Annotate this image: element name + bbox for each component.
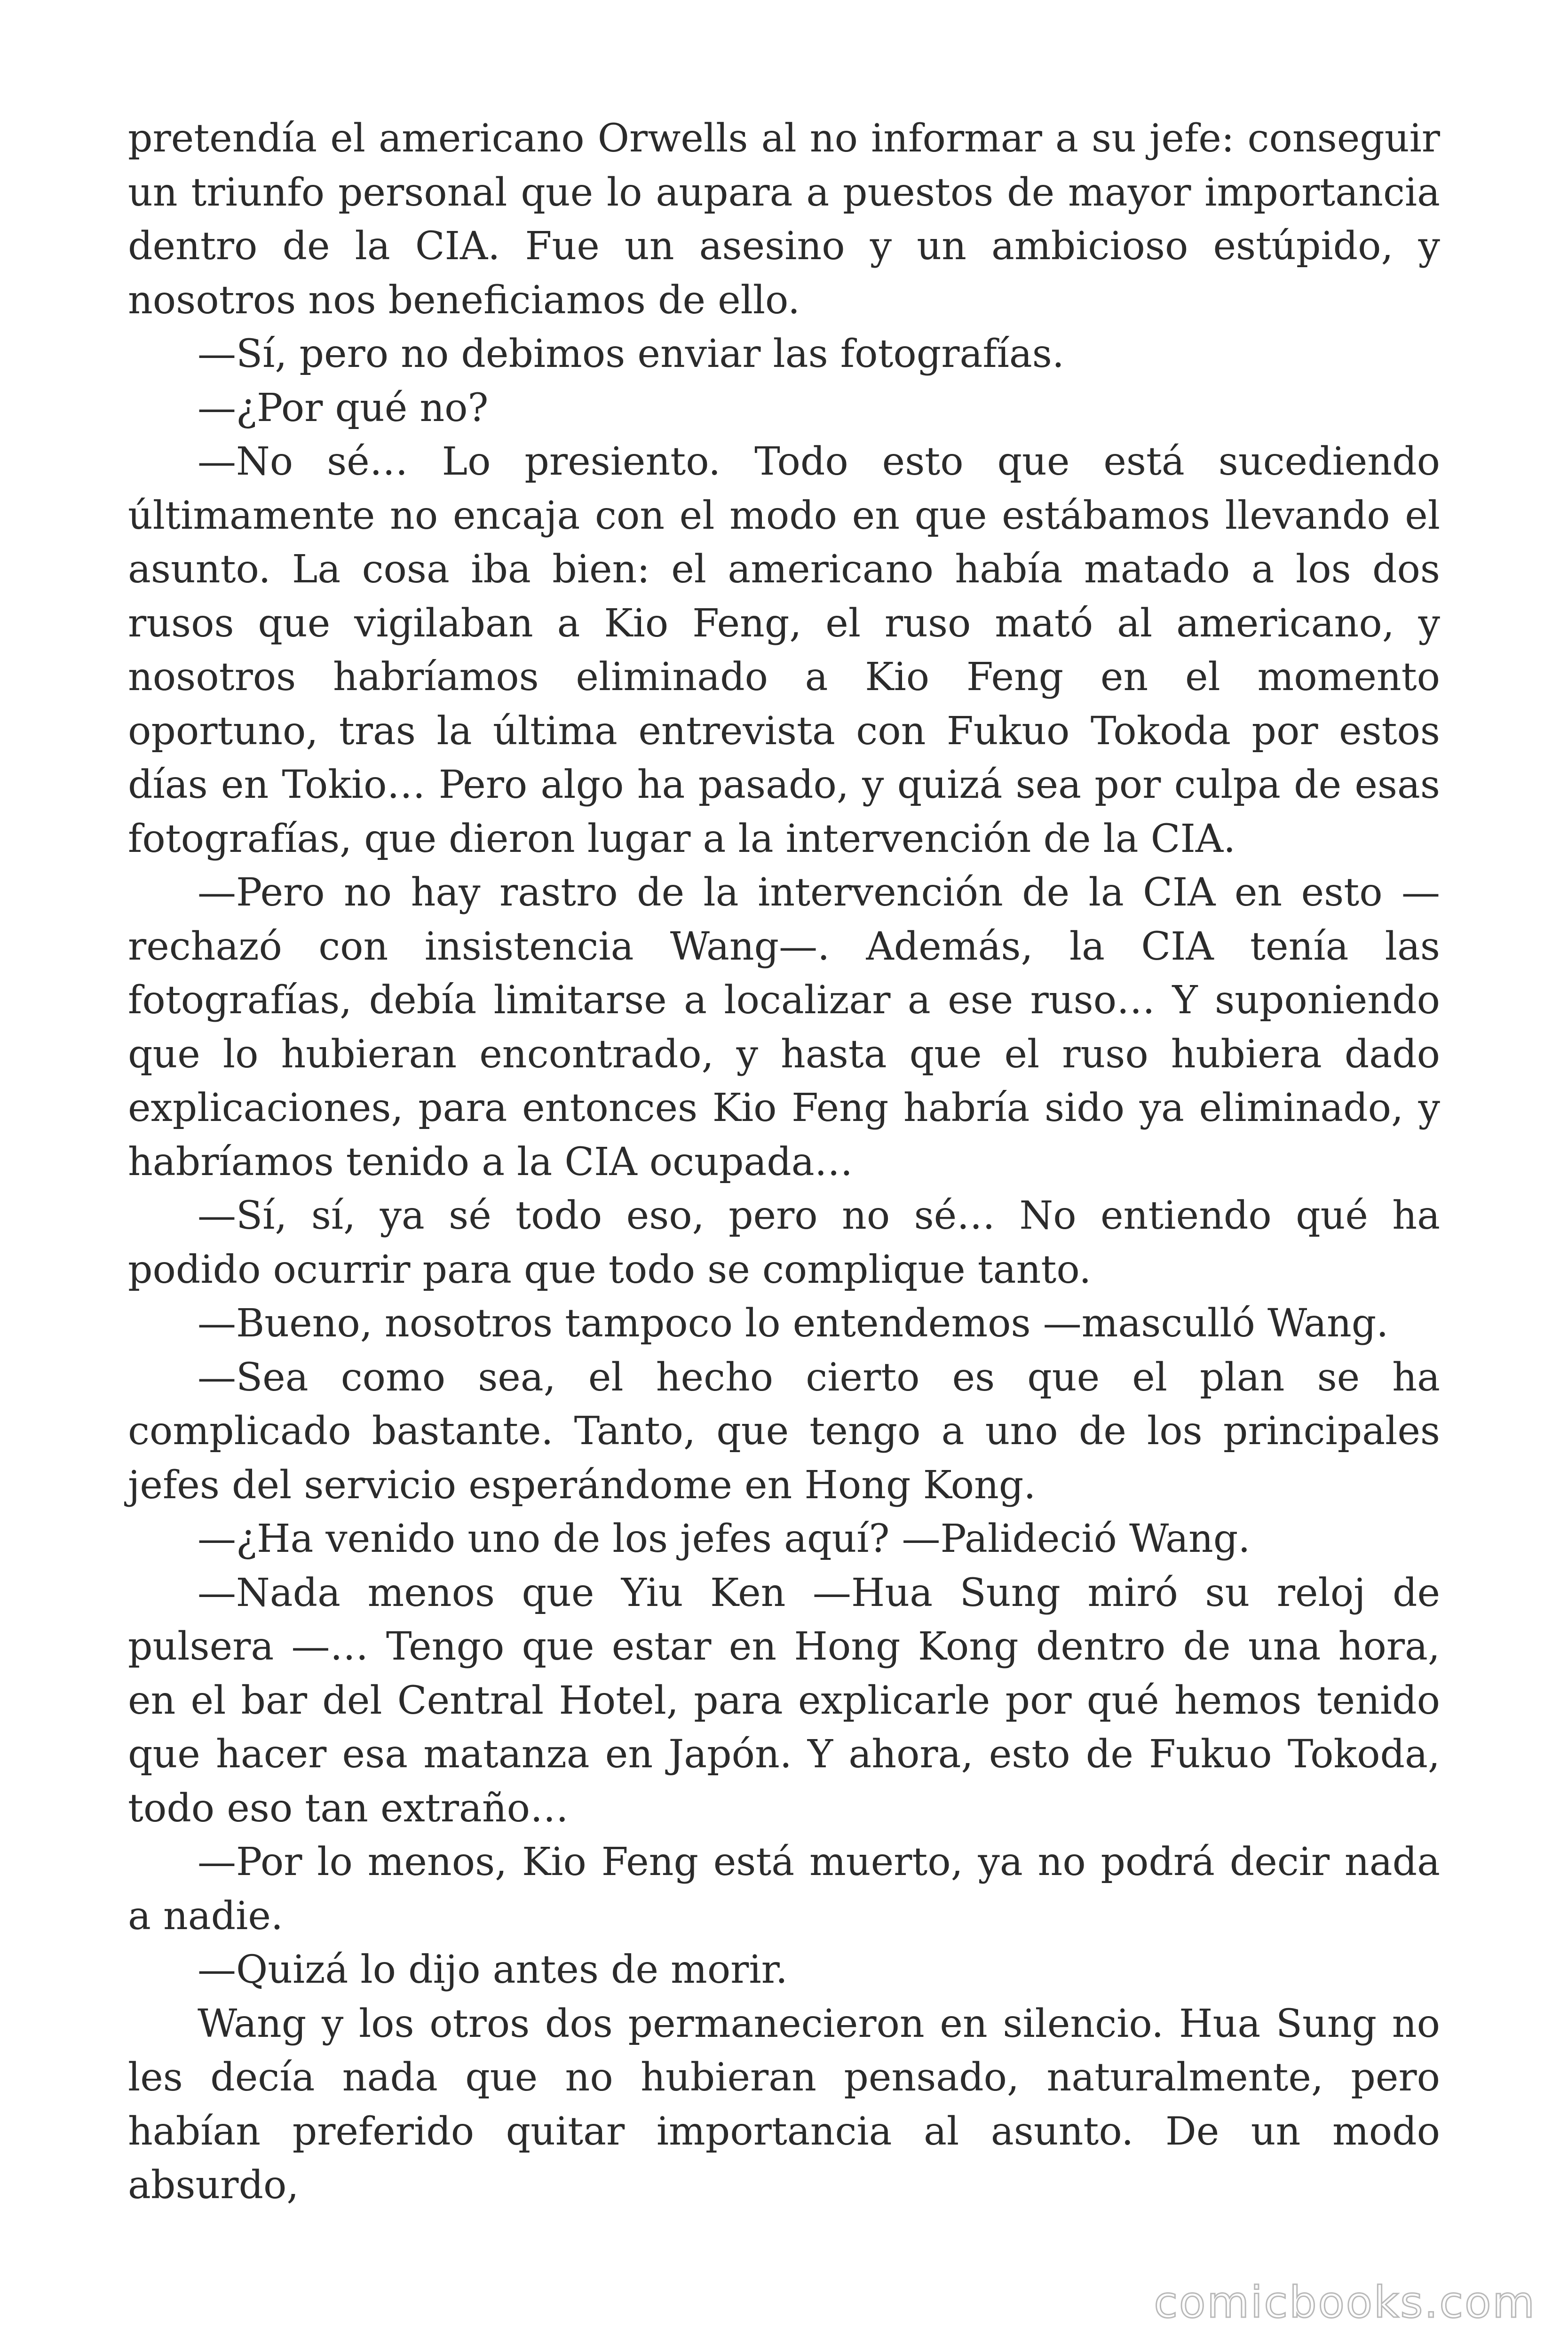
paragraph: —No sé… Lo presiento. Todo esto que está sucediendo últimamente no encaja con el modo en que estábamos llevando el asunto. La cosa iba bien: el americano había matado a los dos rusos que vigilaban a Kio Feng, el ruso mató al americano, y nosotros habríamos eliminado a Kio Feng en el momento oportuno, tras la última entrevista con Fukuo Tokoda por estos días en Tokio… Pero algo ha pasado, y quizá sea por culpa de esas fotografías, que dieron lugar a la intervención de la CIA. [128,439,1440,861]
paragraph: —Pero no hay rastro de la intervención de la CIA en esto —rechazó con insistencia Wang—. Además, la CIA tenía las fotografías, debía limitarse a localizar a ese ruso… Y suponiendo que lo hubieran encontrado, y hasta que el ruso hubiera dado explicaciones, para entonces Kio Feng habría sido ya eliminado, y habríamos tenido a la CIA ocupada… [128,870,1440,1184]
paragraph: —Sea como sea, el hecho cierto es que el plan se ha complicado bastante. Tanto, que tengo a uno de los principales jefes del servicio esperándome en Hong Kong. [128,1355,1440,1508]
body-text [128,112,1440,2213]
paragraph: —Sí, pero no debimos enviar las fotografías. [198,332,1064,376]
paragraph: —Nada menos que Yiu Ken —Hua Sung miró su reloj de pulsera —… Tengo que estar en Hong Kong dentro de una hora, en el bar del Central Hotel, para explicarle por qué hemos tenido que hacer esa matanza en Japón. Y ahora, esto de Fukuo Tokoda, todo eso tan extraño… [128,1570,1440,1831]
paragraph: —¿Ha venido uno de los jefes aquí? —Palideció Wang. [198,1517,1251,1561]
paragraph: —Quizá lo dijo antes de morir. [198,1947,788,1992]
paragraph: —Por lo menos, Kio Feng está muerto, ya no podrá decir nada a nadie. [128,1840,1440,1939]
paragraph: —Sí, sí, ya sé todo eso, pero no sé… No entiendo qué ha podido ocurrir para que todo se complique tanto. [128,1193,1440,1292]
paragraph: —Bueno, nosotros tampoco lo entendemos —masculló Wang. [198,1301,1389,1346]
paragraph: —¿Por qué no? [198,385,489,430]
watermark: comicbooks.com [1154,2277,1536,2328]
paragraph: Wang y los otros dos permanecieron en silencio. Hua Sung no les decía nada que no hubieran pensado, naturalmente, pero habían preferido quitar importancia al asunto. De un modo absurdo, [128,2001,1440,2208]
paragraph: pretendía el americano Orwells al no informar a su jefe: conseguir un triunfo personal que lo aupara a puestos de mayor importancia dentro de la CIA. Fue un asesino y un ambicioso estúpido, y nosotros nos beneficiamos de ello. [128,116,1440,323]
